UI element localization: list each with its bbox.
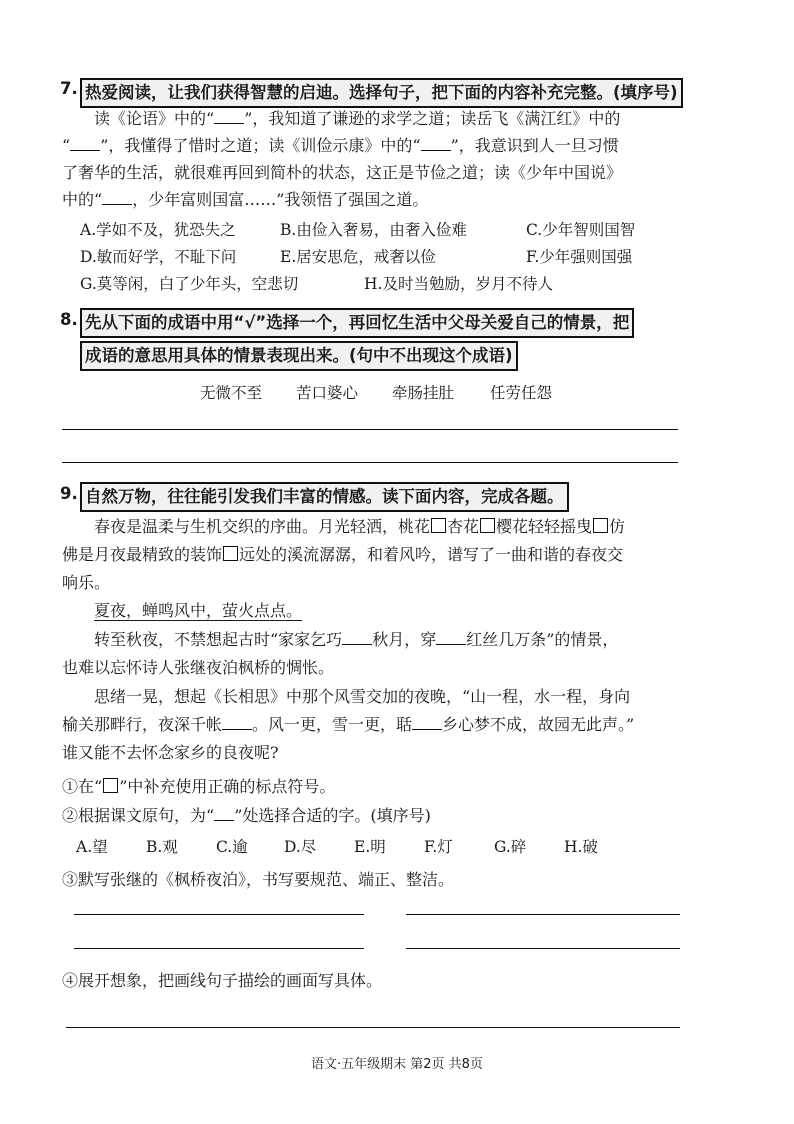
q9-para3-line2: 也难以忘怀诗人张继夜泊枫桥的惆怅。 [62, 658, 335, 677]
q7-text-line3: 了奢华的生活，就很难再回到简朴的状态，这正是节俭之道；读《少年中国说》 [62, 163, 623, 182]
q9-para4-line2: 榆关那畔行，夜深千帐 。风一更，雪一更，聒 乡心梦不成，故园无此声。” [62, 715, 635, 734]
q9-sub4-answer-line[interactable] [66, 1027, 680, 1028]
poem-line-3[interactable] [74, 948, 364, 949]
poem-line-4[interactable] [406, 948, 680, 949]
q9-option-h: H.破 [564, 838, 598, 856]
q9-para3-line1: 转至秋夜，不禁想起古时“家家乞巧 秋月，穿 红丝几万条”的情景， [94, 630, 619, 649]
poem-line-1[interactable] [74, 914, 364, 915]
q7-option-b: B.由俭入奢易，由奢入俭难 [280, 221, 467, 239]
answer-blank[interactable] [342, 630, 372, 645]
page-footer: 语文·五年级期末 第2页 共8页 [311, 1057, 483, 1072]
punctuation-box[interactable] [431, 518, 446, 533]
answer-blank[interactable] [412, 715, 442, 730]
q9-sub4: ④展开想象，把画线句子描绘的画面写具体。 [62, 971, 383, 990]
punctuation-box[interactable] [480, 518, 495, 533]
idiom-option-3[interactable]: 牵肠挂肚 [392, 384, 455, 402]
q7-option-d: D.敏而好学，不耻下问 [80, 248, 237, 266]
q9-sub3: ③默写张继的《枫桥夜泊》，书写要规范、端正、整洁。 [62, 870, 455, 889]
q8-title-line2: 成语的意思用具体的情景表现出来。(句中不出现这个成语) [80, 341, 518, 371]
punctuation-box[interactable] [223, 546, 238, 561]
q7-text-line4: 中的“ ，少年富则国富……”我领悟了强国之道。 [62, 190, 429, 209]
idiom-option-1[interactable]: 无微不至 [200, 384, 263, 402]
q9-option-b: B.观 [146, 838, 178, 856]
q9-option-e: E.明 [354, 838, 386, 856]
q9-title: 自然万物，往往能引发我们丰富的情感。读下面内容，完成各题。 [80, 482, 569, 512]
q7-number: 7. [60, 79, 78, 98]
q7-option-e: E.居安思危，戒奢以俭 [280, 248, 436, 266]
answer-blank[interactable] [222, 715, 252, 730]
q9-para2 [62, 598, 682, 624]
q7-option-h: H.及时当勉励，岁月不待人 [364, 275, 553, 293]
underlined-sentence: 夏夜，蝉鸣风中，萤火点点。 [94, 601, 303, 620]
idiom-option-4[interactable]: 任劳任怨 [490, 384, 553, 402]
q8-answer-line-1[interactable] [62, 429, 678, 430]
q9-option-d: D.尽 [284, 838, 317, 856]
answer-blank[interactable] [421, 136, 451, 151]
q7-text-line1: 读《论语》中的“ ”，我知道了谦逊的求学之道；读岳飞《满江红》中的 [94, 109, 621, 128]
q9-sub2: ②根据课文原句，为“ ”处选择合适的字。(填序号) [62, 806, 431, 825]
q7-title: 热爱阅读，让我们获得智慧的启迪。选择句子，把下面的内容补充完整。(填序号) [80, 78, 683, 108]
q7-option-a: A.学如不及，犹恐失之 [80, 221, 236, 239]
q8-answer-line-2[interactable] [62, 462, 678, 463]
q7-option-f: F.少年强则国强 [526, 248, 633, 266]
q9-para4-line3: 谁又能不去怀念家乡的良夜呢? [62, 743, 279, 762]
q8-number: 8. [60, 310, 78, 329]
q9-option-f: F.灯 [424, 838, 453, 856]
answer-blank[interactable] [102, 190, 132, 205]
q9-number: 9. [60, 484, 78, 503]
q9-option-c: C.逾 [216, 838, 248, 856]
q9-option-g: G.碎 [494, 838, 527, 856]
q7-text-line2: “ ”，我懂得了惜时之道；读《训俭示康》中的“ ”，我意识到人一旦习惯 [62, 136, 619, 155]
poem-line-2[interactable] [406, 914, 680, 915]
q9-para1-line1: 春夜是温柔与生机交织的序曲。月光轻洒，桃花 杏花 樱花轻轻摇曳 仿 [94, 517, 626, 536]
q9-para1-line3: 响乐。 [62, 573, 111, 592]
idiom-option-2[interactable]: 苦口婆心 [296, 384, 359, 402]
answer-blank[interactable] [436, 630, 466, 645]
punctuation-box[interactable] [593, 518, 608, 533]
q7-option-c: C.少年智则国智 [526, 221, 636, 239]
q9-para1-line2: 佛是月夜最精致的装饰 远处的溪流潺潺，和着风吟，谱写了一曲和谐的春夜交 [62, 545, 624, 564]
q9-sub1: ①在“ ”中补充使用正确的标点符号。 [62, 777, 336, 796]
q9-para4-line1: 思绪一晃，想起《长相思》中那个风雪交加的夜晚，“山一程，水一程，身向 [94, 687, 631, 706]
q9-option-a: A.望 [76, 838, 108, 856]
answer-blank[interactable] [70, 136, 100, 151]
q7-option-g: G.莫等闲，白了少年头，空悲切 [80, 275, 299, 293]
answer-blank[interactable] [214, 109, 244, 124]
q8-title-line1: 先从下面的成语中用“√”选择一个，再回忆生活中父母关爱自己的情景，把 [80, 308, 634, 338]
